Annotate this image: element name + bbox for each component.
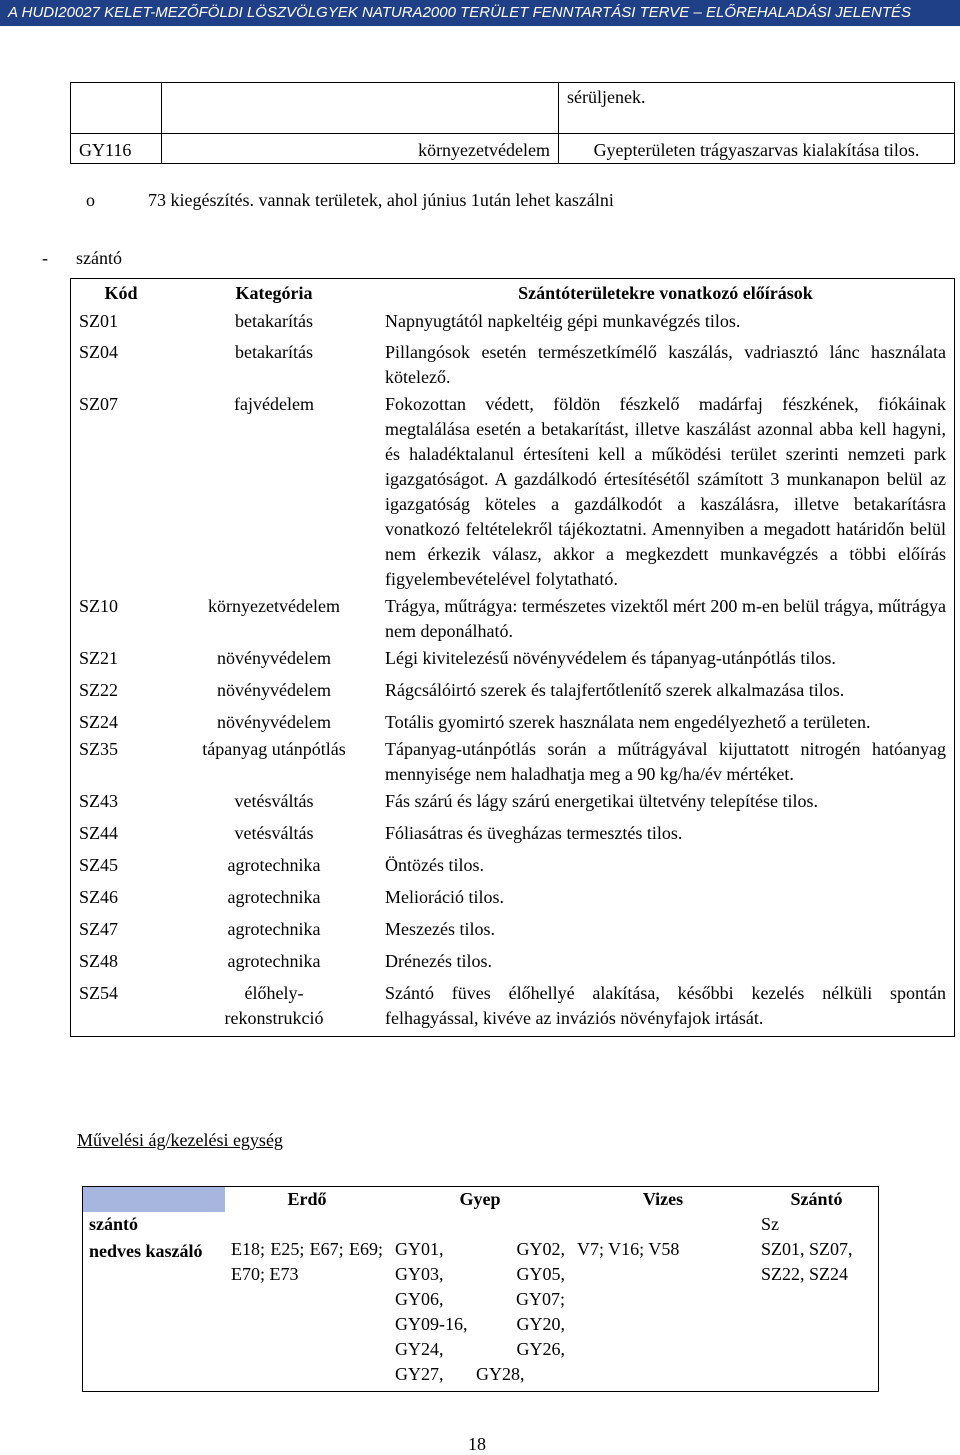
table-row [71,646,955,678]
top-table [70,82,955,164]
table-row [71,340,955,392]
table-row [71,134,955,164]
header-row [83,1187,879,1213]
row-category: növényvédelem [217,648,331,668]
row-text: Öntözés tilos. [385,855,484,875]
table-row [71,917,955,949]
row-text: Totális gyomirtó szerek használata nem engedélyezhető a területen. [385,712,871,732]
row-code: SZ48 [79,951,119,971]
row-category: agrotechnika [227,919,321,939]
row-code: SZ01 [79,311,119,331]
table-row [71,949,955,981]
row-text: Tápanyag-utánpótlás során a műtrágyával kijuttatott nitrogén hatóanyag mennyisége nem haladhatja meg a 90 kg/ha/év mértéket. [385,739,946,784]
row-category: tápanyag utánpótlás [202,739,346,759]
table-row [71,392,955,594]
row-text: Drénezés tilos. [385,951,492,971]
row-category: fajvédelem [234,394,314,414]
table-row [83,1212,879,1237]
category-cell [162,83,559,134]
table-row [83,1237,879,1392]
row-category: betakarítás [235,342,313,362]
main-table [70,278,955,1037]
header-gyep: Gyep [459,1189,501,1209]
table-row [71,821,955,853]
text-cell: sérüljenek. [559,83,955,134]
header-category: Kategória [235,283,313,303]
section-marker: - [42,248,48,268]
row-code: SZ07 [79,394,119,414]
row-category: növényvédelem [217,680,331,700]
table-row [71,737,955,789]
table-row [71,83,955,134]
bullet-marker: o [86,190,95,210]
row-text: Trágya, műtrágya: természetes vizektől mért 200 m-en belül trágya, műtrágya nem deponálható. [385,596,946,641]
row-code: SZ45 [79,855,119,875]
row-category: agrotechnika [227,951,321,971]
row-text: Napnyugtától napkeltéig gépi munkavégzés tilos. [385,311,741,331]
table-row [71,789,955,821]
category-cell: környezetvédelem [162,134,559,164]
cell-vizes: V7; V16; V58 [577,1239,680,1259]
management-title: Művelési ág/kezelési egység [77,1130,283,1150]
row-text: Szántó füves élőhellyé alakítása, későbbi kezelés nélküli spontán felhagyással, kivéve az inváziós növényfajok irtását. [385,983,946,1028]
table-row [71,309,955,340]
row-category: vetésváltás [234,791,314,811]
bottom-table [82,1186,879,1392]
cell-vizes [571,1212,755,1237]
row-code: SZ24 [79,712,119,732]
row-code: SZ22 [79,680,119,700]
section-label [42,246,122,271]
row-category: agrotechnika [227,887,321,907]
row-category: vetésváltás [234,823,314,843]
row-text: Fóliasátras és üvegházas termesztés tilos. [385,823,683,843]
bullet-text: 73 kiegészítés. vannak területek, ahol június 1után lehet kaszálni [148,190,614,210]
row-code: SZ47 [79,919,119,939]
row-category: környezetvédelem [208,596,340,616]
bullet-item [86,188,614,213]
page-number: 18 [468,1434,486,1454]
text-cell [559,134,955,164]
header-text: Szántóterületekre vonatkozó előírások [518,283,813,303]
row-label: szántó [89,1214,138,1234]
shaded-corner [83,1187,226,1213]
row-code: SZ21 [79,648,119,668]
cell-gyep [389,1212,571,1237]
row-text: Légi kivitelezésű növényvédelem és tápanyag-utánpótlás tilos. [385,648,836,668]
row-category: élőhely-rekonstrukció [224,983,324,1028]
row-category: növényvédelem [217,712,331,732]
table-row [71,678,955,710]
row-label: nedves kaszáló [89,1241,203,1261]
code-cell [71,83,162,134]
row-code: SZ35 [79,739,119,759]
table-row [71,710,955,737]
row-code: SZ46 [79,887,119,907]
row-category: betakarítás [235,311,313,331]
cell-szanto: SZ01, SZ07, SZ22, SZ24 [761,1239,853,1284]
section-text: szántó [76,248,122,268]
row-text: Melioráció tilos. [385,887,504,907]
row-text: Pillangósok esetén természetkímélő kaszálás, vadriasztó lánc használata kötelező. [385,342,946,387]
row-category: agrotechnika [227,855,321,875]
cell-erdo: E18; E25; E67; E69; E70; E73 [231,1239,383,1284]
table-row [71,853,955,885]
header-code: Kód [104,283,138,303]
code-cell: GY116 [71,134,162,164]
table-row [71,885,955,917]
row-code: SZ43 [79,791,119,811]
cell-erdo [225,1212,389,1237]
header-row [71,279,955,310]
row-code: SZ54 [79,983,119,1003]
cell-szanto: Sz [761,1214,779,1234]
header-vizes: Vizes [642,1189,684,1209]
row-code: SZ10 [79,596,119,616]
gy116-text: Gyepterületen trágyaszarvas kialakítása tilos. [593,140,920,160]
row-text: Fokozottan védett, földön fészkelő madárfaj fészkének, fiókáinak megtalálása esetén a betakarítást, illetve kaszálást azonnal abba kell hagyni, és haladéktalanul értesíteni kell a működési terület szerinti nemzeti park igazgatóságot. A gazdálkodó értesítésétől számított 3 munkanapon belül az igazgatóság köteles a gazdálkodót a kaszálásra, illetve betakarításra vonatkozó feltételekről tájékoztatni. Amennyiben a megadott határidőn belül nem érkezik válasz, akkor a megkezdett munkavégzés a többi előírás figyelembevételével folytatható. [385,394,946,589]
header-szanto: Szántó [790,1189,843,1209]
row-code: SZ04 [79,342,119,362]
header-erdo: Erdő [287,1189,327,1209]
running-header: A HUDI20027 KELET-MEZŐFÖLDI LÖSZVÖLGYEK NATURA2000 TERÜLET FENNTARTÁSI TERVE – ELŐREHALADÁSI JELENTÉS [0,0,960,26]
table-row [71,594,955,646]
row-code: SZ44 [79,823,119,843]
row-text: Rágcsálóirtó szerek és talajfertőtlenítő szerek alkalmazása tilos. [385,680,845,700]
cell-gyep: GY01, GY02, GY03, GY05, GY06, GY07; GY09-16, GY20, GY24, GY26, GY27, GY28, [395,1239,565,1384]
row-text: Meszezés tilos. [385,919,495,939]
row-text: Fás szárú és lágy szárú energetikai ültetvény telepítése tilos. [385,791,819,811]
table-row [71,981,955,1037]
